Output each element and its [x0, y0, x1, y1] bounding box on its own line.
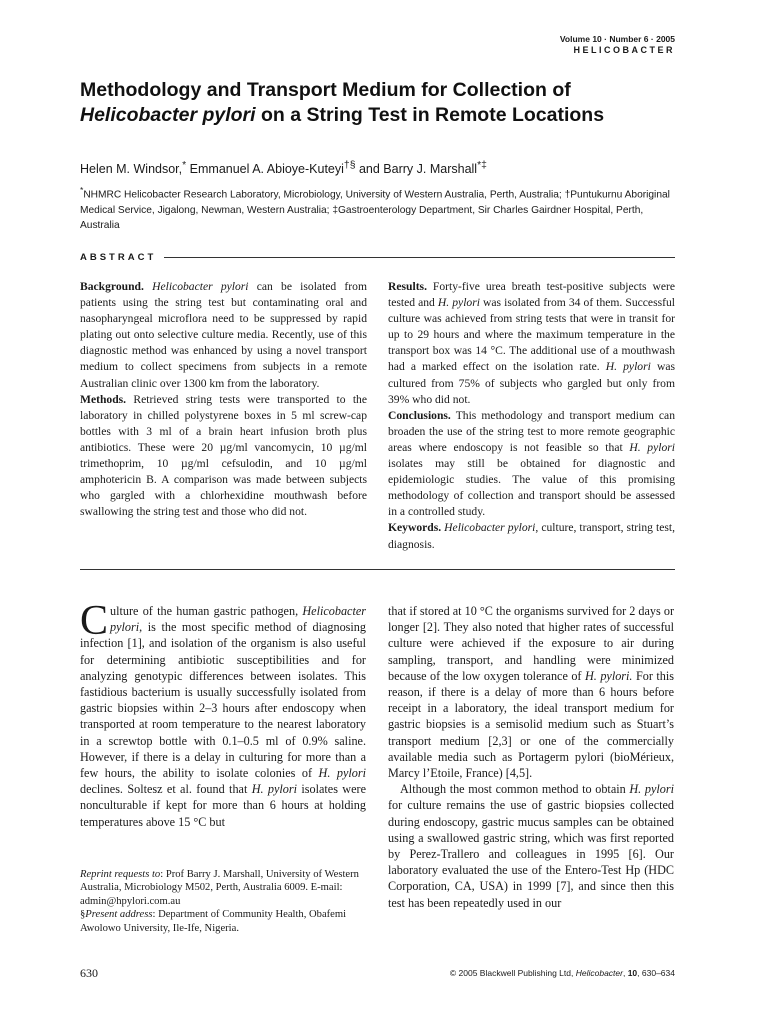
- journal-name: HELICOBACTER: [573, 45, 675, 55]
- abstract-results: [388, 279, 675, 408]
- background-text: can be isolated from patients using the string test but contaminating oral and nasopharyngeal microflora need to be suppressed by rapid plating out onto selective culture media. Recently, use of this diagnostic method was enhanced by using a novel transport medium to collect specimens from subjects in a remote Australian clinic over 1300 km from the laboratory.: [80, 280, 367, 390]
- affiliation-text: NHMRC Helicobacter Research Laboratory, Microbiology, University of Western Australia, Perth, Australia; †Puntukurnu Aboriginal Medical Service, Jigalong, Newman, Western Australia; ‡Gastroenterology Department, Sir Charles Gairdner Hospital, Perth, Australia: [80, 189, 670, 232]
- results-label: Results.: [388, 280, 427, 293]
- author-3: and Barry J. Marshall: [355, 162, 478, 177]
- present-mark: §: [80, 909, 86, 921]
- body-p2-text-1: Although the most common method to obtain: [400, 782, 630, 797]
- drop-cap: C: [80, 598, 109, 644]
- reprint-requests: [80, 868, 366, 908]
- footnote-block: [80, 868, 366, 935]
- copyright-line: [450, 968, 675, 978]
- body-paragraph-1: [388, 603, 674, 781]
- background-label: Background.: [80, 280, 144, 293]
- abstract-background: [80, 279, 367, 392]
- present-label: Present address: [85, 909, 153, 921]
- keywords-text: , culture, transport, string test, diagnosis.: [388, 521, 675, 551]
- page-number: 630: [80, 966, 98, 980]
- results-text-2: was isolated from 34 of them. Successful culture was achieved from string tests that were in transit for up to 29 hours and where the maximum temperature in the transport box was 14 °C. The additional use of a mouthwash had a marked effect on the isolation rate.: [388, 296, 675, 374]
- intro-species-3: H. pylori: [251, 782, 298, 797]
- conclusions-label: Conclusions.: [388, 408, 451, 422]
- results-text-3: was cultured from 75% of subjects who gargled but only from 39% who did not.: [388, 360, 675, 406]
- section-divider: [80, 569, 675, 570]
- abstract-heading: [80, 252, 675, 263]
- affiliations: [80, 183, 680, 234]
- results-species-2: H. pylori: [605, 360, 651, 374]
- author-1: Helen M. Windsor,: [80, 162, 183, 177]
- volume-line: Volume 10 · Number 6 · 2005: [559, 34, 675, 44]
- present-address: [80, 908, 366, 935]
- present-text: : Department of Community Health, Obafemi Awolowo University, Ile-Ife, Nigeria.: [80, 909, 347, 934]
- intro-text-4: isolates were nonculturable if kept for more than 6 hours at holding temperatures above 15 °C but: [80, 782, 366, 829]
- methods-label: Methods.: [80, 392, 127, 406]
- body-p2-species: H. pylori: [629, 782, 674, 797]
- background-species: Helicobacter pylori: [152, 280, 249, 293]
- copyright-journal: Helicobacter: [575, 968, 623, 978]
- body-right-column: [388, 603, 674, 911]
- article-title: [80, 78, 680, 128]
- intro-species-2: H. pylori: [318, 766, 366, 781]
- copyright-volume: 10: [627, 968, 638, 978]
- author-list: [80, 160, 487, 176]
- results-species-1: H. pylori: [437, 296, 480, 310]
- affiliation-mark: *: [80, 185, 84, 195]
- title-species: Helicobacter pylori: [80, 104, 256, 126]
- copyright-pages: , 630–634: [637, 968, 675, 978]
- body-p1-species: H. pylori.: [584, 668, 633, 683]
- author-2-mark: †§: [343, 160, 356, 171]
- author-1-mark: *: [182, 160, 187, 171]
- conclusions-text-2: isolates may still be obtained for diagnostic and epidemiologic studies. The value of this promising methodology of collection and transport should be assessed in a controlled study.: [388, 457, 675, 519]
- body-p1-text-1: that if stored at 10 °C the organisms survived for 2 days or longer [2]. They also noted that higher rates of successful culture were achieved if the exposure to air during sampling, transport, and handling were minimized because of the low oxygen tolerance of: [388, 604, 674, 683]
- keywords-species: Helicobacter pylori: [444, 521, 536, 535]
- author-3-mark: *‡: [477, 160, 487, 171]
- body-p2-text-2: for culture remains the use of gastric biopsies collected during endoscopy, gastric mucus samples can be obtained using a swallowed gastric string, which was first reported by Perez-Trallero and colleagues in 1995 [6]. Our laboratory evaluated the use of the Entero-Test Hp (HDC Corporation, CA, USA) in 1999 [7], and since then this test has been repeatedly used in our: [388, 798, 674, 910]
- journal-header: [560, 34, 675, 56]
- conclusions-species: H. pylori: [629, 440, 675, 454]
- keywords-label: Keywords.: [388, 521, 442, 535]
- abstract-label: ABSTRACT: [80, 252, 157, 263]
- reprint-label: Reprint requests to: [80, 869, 161, 880]
- title-line-1: Methodology and Transport Medium for Collection of: [80, 79, 571, 101]
- results-text-1: Forty-five urea breath test-positive subjects were tested and: [388, 280, 675, 310]
- author-2: Emmanuel A. Abioye-Kuteyi: [186, 162, 344, 177]
- copyright-sep: ,: [622, 968, 628, 978]
- abstract-right-column: [388, 279, 675, 553]
- intro-species-1: Helicobacter pylori: [110, 604, 366, 635]
- abstract-methods: [80, 392, 367, 521]
- body-paragraph-2: [388, 781, 674, 911]
- conclusions-text-1: This methodology and transport medium can broaden the use of the string test to more remote geographic areas where endoscopy is not feasible so that: [388, 408, 675, 454]
- title-line-2: on a String Test in Remote Locations: [255, 104, 605, 126]
- abstract-keywords: [388, 520, 675, 552]
- intro-text-1: ulture of the human gastric pathogen,: [110, 604, 303, 618]
- abstract-rule: [164, 257, 675, 258]
- copyright-prefix: © 2005 Blackwell Publishing Ltd,: [449, 968, 576, 978]
- intro-paragraph: [80, 598, 366, 830]
- reprint-text: : Prof Barry J. Marshall, University of Western Australia, Microbiology M502, Perth, Australia 6009. E-mail: admin@hpylori.com.au: [80, 869, 359, 907]
- abstract-left-column: [80, 279, 367, 520]
- intro-text-2: , is the most specific method of diagnosing infection [1], and isolation of the organism is also useful for determining antibiotic susceptibilities and for analyzing genotypic differences between isolates. This fastidious bacterium is usually successfully isolated from gastric biopsies within 2–3 hours after endoscopy when transported at room temperature to the nearest laboratory in a screwtop bottle with 0.1–0.5 ml of 0.9% saline. However, if there is a delay in culturing for more than a few hours, the ability to isolate colonies of: [80, 620, 366, 781]
- methods-text: Retrieved string tests were transported to the laboratory in chilled polystyrene boxes in 5 ml screw-cap bottles with 3 ml of a brain heart infusion broth plus antibiotics. These were 20 µg/ml vancomycin, 10 µg/ml trimethoprim, 10 µg/ml cefsulodin, and 10 µg/ml amphotericin B. A comparison was made between subjects who gargled with a chlorhexidine mouthwash before swallowing the string test and those who did not.: [80, 392, 367, 519]
- abstract-conclusions: [388, 408, 675, 521]
- body-left-column: [80, 598, 366, 830]
- body-p1-text-2: For this reason, if there is a delay of more than 6 hours before receipt in a laboratory, the ideal transport medium for gastric biopsies is a semisolid medium such as Stuart’s transport medium [2,3] or one of the commercially available media such as Portagerm pylori (bioMérieux, Marcy l’Etoile, France) [4,5].: [388, 668, 674, 781]
- intro-text-3: declines. Soltesz et al. found that: [80, 782, 252, 797]
